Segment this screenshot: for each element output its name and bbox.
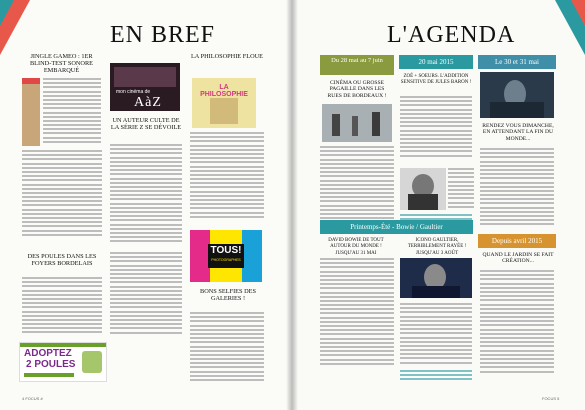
photo (480, 72, 554, 118)
article-title: LA PHILOSOPHIE FLOUE (190, 53, 264, 60)
article-title: QUAND LE JARDIN SE FAIT CRÉATION... (482, 252, 554, 265)
body-text (400, 370, 472, 383)
date-band: 20 mai 2015 (399, 55, 473, 69)
ad-banner (19, 342, 107, 382)
ad-logo (82, 351, 102, 373)
article-title: ICONO GAULTIER, TERRIBLEMENT RAYÉE ! JUSQU'AU 3 AOÛT (407, 238, 467, 256)
book-cover (190, 230, 262, 282)
section-header: L'AGENDA (387, 22, 516, 48)
article-title: DES POULES DANS LES FOYERS BORDELAIS (27, 253, 97, 268)
body-text (448, 168, 474, 210)
body-text (110, 144, 182, 245)
body-text (400, 303, 472, 366)
article-title: CINÉMA OU GROSSE PAGAILLE DANS LES RUES DE BORDEAUX ! (327, 80, 387, 99)
body-text (480, 270, 554, 375)
ad-text: 2 POULES (26, 359, 76, 370)
corner-decoration (555, 0, 585, 55)
section-band: Printemps-Été - Bowie / Gaultier (320, 220, 473, 234)
date-band: Depuis avril 2015 (478, 234, 556, 248)
article-title: UN AUTEUR CULTE DE LA SÉRIE Z SE DÉVOILE (110, 117, 182, 132)
body-text (320, 258, 394, 367)
page-footer: FOCUS 5 (542, 396, 560, 401)
cover-text: TOUS! (210, 245, 242, 256)
article-title: DAVID BOWIE DE TOUT AUTOUR DU MONDE ! JUSQU'AU 31 MAI (328, 238, 384, 256)
cover-image (110, 63, 180, 111)
photo-accent (22, 78, 40, 84)
cover-text: PHOTOGRAPHES (211, 258, 241, 262)
book-cover (192, 78, 256, 128)
book-spine (286, 0, 298, 410)
ad-text: ADOPTEZ (24, 348, 72, 359)
body-text (22, 277, 102, 336)
book-title-text: LA PHILOSOPHIE (200, 84, 248, 98)
corner-decoration (0, 0, 30, 55)
article-title: BONS SELFIES DES GALERIES ! (200, 288, 256, 303)
right-page (292, 0, 585, 410)
body-text (110, 252, 182, 336)
photo (22, 78, 40, 146)
body-text (320, 146, 394, 230)
body-text (190, 312, 264, 383)
cover-text: mon cinéma de (116, 89, 151, 95)
article-title: RENDEZ VOUS DIMANCHE, EN ATTENDANT LA FIN DU MONDE... (482, 123, 554, 142)
date-band: Du 28 mai au 7 juin (320, 55, 394, 75)
left-page (0, 0, 292, 410)
body-text (480, 148, 554, 228)
page-footer: 4 FOCUS # (22, 396, 43, 401)
photo (400, 168, 446, 210)
article-title: JINGLE GAMEO : 1ER BLIND-TEST SONORE EMBARQUÉ (29, 53, 94, 75)
cover-text: AàZ (134, 95, 162, 110)
body-text (43, 78, 101, 145)
body-text (190, 132, 264, 220)
section-header: EN BREF (110, 22, 216, 48)
body-text (400, 96, 472, 159)
date-band: Le 30 et 31 mai (478, 55, 556, 69)
article-title: ZOÉ + SOEURS. L'ADDITION SENSITIVE DE JULES BARON ! (400, 74, 472, 86)
body-text (22, 150, 102, 238)
photo (322, 104, 392, 142)
photo (400, 258, 472, 298)
